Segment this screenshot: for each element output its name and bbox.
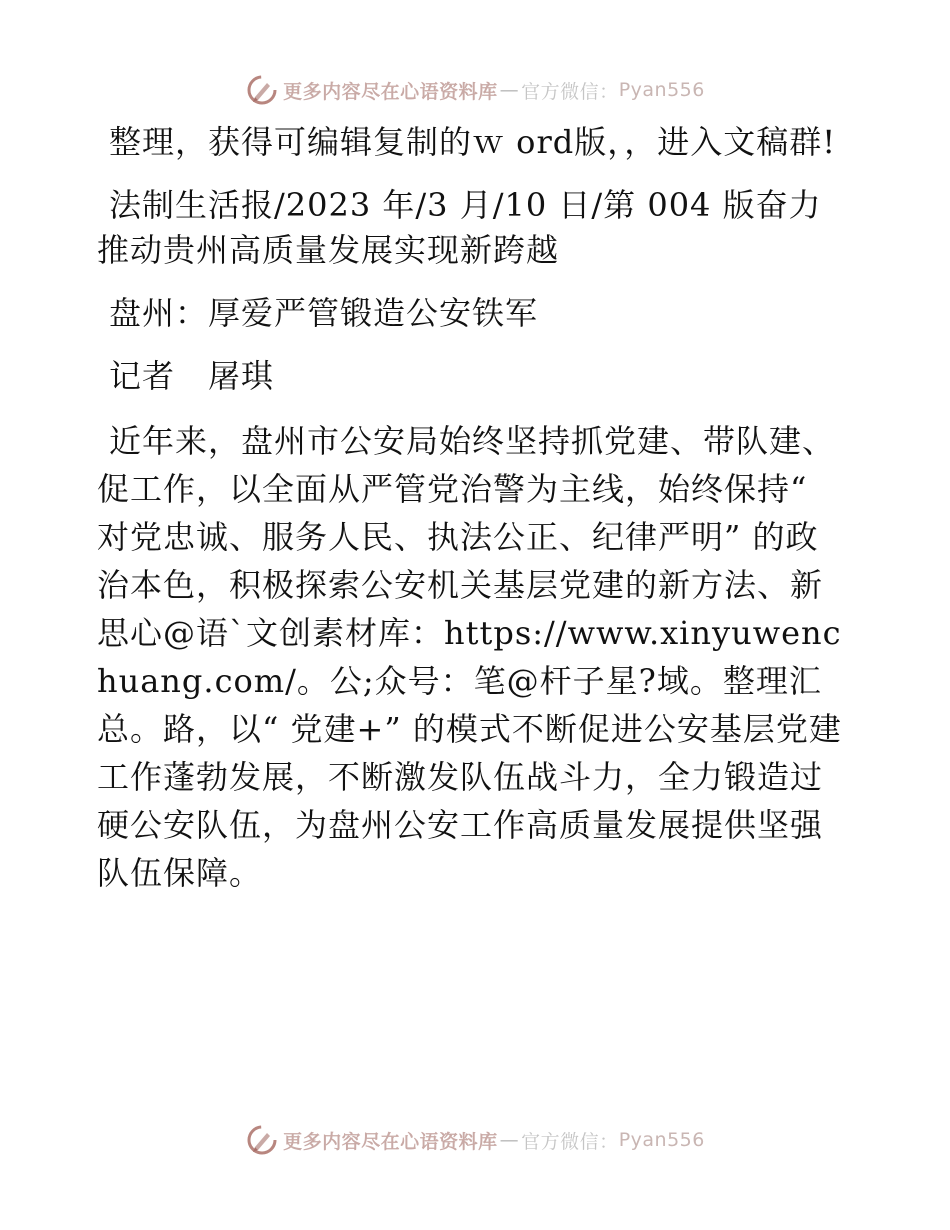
article-body: 近年来，盘州市公安局始终坚持抓党建、带队建、促工作，以全面从严管党治警为主线，始终保持“ 对党忠诚、服务人民、执法公正、纪律严明” 的政治本色，积极探索公安机关基层党建的新方法、新思心@语`文创素材库：https://www.xinyuwenchuang.com/。公;众号：笔@杆子星?域。整理汇总。路，以“ 党建+” 的模式不断促进公安基层党建工作蓬勃发展，不断激发队伍战斗力，全力锻造过硬公安队伍，为盘州公安工作高质量发展提供坚强队伍保障。 [97, 422, 842, 892]
footer-watermark [0, 1120, 950, 1160]
watermark-id: Pyan556 [618, 79, 705, 101]
watermark-text: 更多内容尽在心语资料库 [283, 80, 498, 103]
watermark-id: Pyan556 [618, 1129, 705, 1151]
source-line: 法制生活报/2023 年/3 月/10 日/第 004 版奋力推动贵州高质量发展实现新跨越 [97, 186, 822, 269]
pen-nib-logo-icon [245, 73, 279, 107]
watermark-separator: — [499, 79, 520, 101]
watermark-separator: — [499, 1129, 520, 1151]
intro-paragraph: 整理，获得可编辑复制的ｗ ord版，，进入文稿群! [109, 123, 837, 161]
header-watermark [0, 70, 950, 110]
watermark-text: 更多内容尽在心语资料库 [283, 1130, 498, 1153]
pen-nib-logo-icon [245, 1123, 279, 1157]
watermark-label: 官方微信： [521, 80, 619, 103]
article-byline: 记者 屠琪 [109, 357, 275, 395]
article-headline: 盘州：厚爱严管锻造公安铁军 [109, 294, 539, 332]
document-body [97, 120, 849, 915]
watermark-label: 官方微信： [521, 1130, 619, 1153]
